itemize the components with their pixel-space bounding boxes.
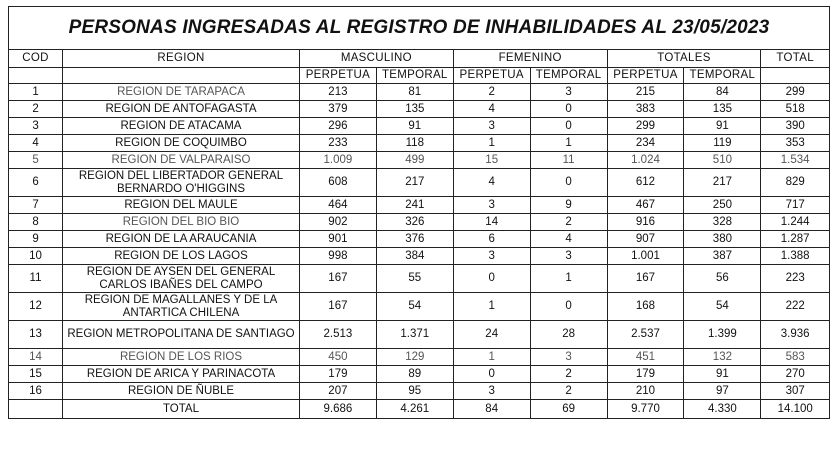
cell-masculino-perpetua: 207	[299, 383, 376, 400]
cell-cod: 10	[9, 248, 63, 265]
cell-masculino-perpetua: 464	[299, 197, 376, 214]
table-row	[9, 169, 830, 197]
cell-region: REGION DE ANTOFAGASTA	[63, 101, 300, 118]
cell-totales-temporal: 97	[684, 383, 761, 400]
cell-total: 717	[761, 197, 830, 214]
grand-total: 14.100	[761, 400, 830, 419]
cell-cod: 4	[9, 135, 63, 152]
header-region: REGION	[63, 50, 300, 68]
cell-totales-perpetua: 1.001	[607, 248, 684, 265]
cell-masculino-temporal: 91	[376, 118, 453, 135]
cell-totales-perpetua: 451	[607, 349, 684, 366]
cell-region: REGION DE MAGALLANES Y DE LA ANTARTICA CHILENA	[63, 293, 300, 321]
header-cod: COD	[9, 50, 63, 68]
cell-masculino-perpetua: 213	[299, 84, 376, 101]
registry-sheet	[8, 6, 830, 419]
cell-totales-perpetua: 168	[607, 293, 684, 321]
cell-femenino-temporal: 0	[530, 169, 607, 197]
cell-cod-blank	[9, 400, 63, 419]
cell-totales-perpetua: 215	[607, 84, 684, 101]
cell-masculino-temporal: 499	[376, 152, 453, 169]
cell-femenino-temporal: 1	[530, 135, 607, 152]
table-row	[9, 152, 830, 169]
cell-cod: 11	[9, 265, 63, 293]
cell-masculino-temporal: 241	[376, 197, 453, 214]
cell-total: 222	[761, 293, 830, 321]
cell-totales-perpetua: 612	[607, 169, 684, 197]
total-totales-perpetua: 9.770	[607, 400, 684, 419]
table-row	[9, 321, 830, 349]
header-row-main	[9, 50, 830, 68]
cell-totales-temporal: 217	[684, 169, 761, 197]
cell-masculino-perpetua: 167	[299, 293, 376, 321]
cell-total: 1.244	[761, 214, 830, 231]
cell-femenino-perpetua: 24	[453, 321, 530, 349]
cell-region: REGION DE ÑUBLE	[63, 383, 300, 400]
cell-femenino-temporal: 0	[530, 118, 607, 135]
cell-region: REGION METROPOLITANA DE SANTIAGO	[63, 321, 300, 349]
cell-cod: 7	[9, 197, 63, 214]
cell-masculino-temporal: 95	[376, 383, 453, 400]
cell-femenino-temporal: 2	[530, 366, 607, 383]
cell-cod: 16	[9, 383, 63, 400]
cell-region: REGION DE COQUIMBO	[63, 135, 300, 152]
header-masculino-perpetua: PERPETUA	[299, 68, 376, 84]
table-row	[9, 84, 830, 101]
document-title: PERSONAS INGRESADAS AL REGISTRO DE INHABILIDADES AL 23/05/2023	[8, 6, 830, 49]
header-total-blank	[761, 68, 830, 84]
cell-femenino-temporal: 11	[530, 152, 607, 169]
cell-femenino-perpetua: 3	[453, 248, 530, 265]
cell-total: 829	[761, 169, 830, 197]
cell-total: 270	[761, 366, 830, 383]
cell-cod: 8	[9, 214, 63, 231]
table-row	[9, 383, 830, 400]
cell-masculino-perpetua: 167	[299, 265, 376, 293]
cell-totales-perpetua: 167	[607, 265, 684, 293]
cell-femenino-perpetua: 6	[453, 231, 530, 248]
header-masculino-temporal: TEMPORAL	[376, 68, 453, 84]
cell-totales-perpetua: 916	[607, 214, 684, 231]
cell-region: REGION DE LOS RIOS	[63, 349, 300, 366]
cell-region: REGION DE VALPARAISO	[63, 152, 300, 169]
cell-masculino-perpetua: 608	[299, 169, 376, 197]
total-totales-temporal: 4.330	[684, 400, 761, 419]
cell-totales-temporal: 84	[684, 84, 761, 101]
total-femenino-temporal: 69	[530, 400, 607, 419]
header-femenino: FEMENINO	[453, 50, 607, 68]
cell-masculino-temporal: 118	[376, 135, 453, 152]
cell-totales-temporal: 328	[684, 214, 761, 231]
header-totales: TOTALES	[607, 50, 761, 68]
cell-cod: 12	[9, 293, 63, 321]
cell-totales-perpetua: 234	[607, 135, 684, 152]
cell-total: 390	[761, 118, 830, 135]
header-totales-temporal: TEMPORAL	[684, 68, 761, 84]
cell-totales-temporal: 119	[684, 135, 761, 152]
cell-total: 583	[761, 349, 830, 366]
cell-masculino-perpetua: 998	[299, 248, 376, 265]
cell-masculino-perpetua: 2.513	[299, 321, 376, 349]
total-femenino-perpetua: 84	[453, 400, 530, 419]
cell-masculino-temporal: 81	[376, 84, 453, 101]
header-totales-perpetua: PERPETUA	[607, 68, 684, 84]
cell-total: 299	[761, 84, 830, 101]
cell-masculino-perpetua: 1.009	[299, 152, 376, 169]
cell-cod: 6	[9, 169, 63, 197]
table-row	[9, 349, 830, 366]
cell-femenino-perpetua: 1	[453, 135, 530, 152]
header-masculino: MASCULINO	[299, 50, 453, 68]
cell-totales-temporal: 250	[684, 197, 761, 214]
header-total: TOTAL	[761, 50, 830, 68]
cell-cod: 9	[9, 231, 63, 248]
cell-totales-temporal: 132	[684, 349, 761, 366]
cell-femenino-temporal: 4	[530, 231, 607, 248]
cell-femenino-perpetua: 3	[453, 197, 530, 214]
table-row	[9, 265, 830, 293]
cell-total: 1.287	[761, 231, 830, 248]
table-row	[9, 231, 830, 248]
registry-table	[8, 49, 830, 419]
header-region-blank	[63, 68, 300, 84]
cell-totales-temporal: 91	[684, 118, 761, 135]
cell-femenino-perpetua: 4	[453, 169, 530, 197]
cell-totales-temporal: 56	[684, 265, 761, 293]
cell-femenino-temporal: 2	[530, 383, 607, 400]
cell-totales-temporal: 135	[684, 101, 761, 118]
cell-region: REGION DE ARICA Y PARINACOTA	[63, 366, 300, 383]
table-row	[9, 214, 830, 231]
cell-cod: 1	[9, 84, 63, 101]
cell-cod: 13	[9, 321, 63, 349]
cell-totales-perpetua: 383	[607, 101, 684, 118]
cell-total: 1.534	[761, 152, 830, 169]
table-row	[9, 101, 830, 118]
cell-region: REGION DEL LIBERTADOR GENERAL BERNARDO O'HIGGINS	[63, 169, 300, 197]
cell-totales-perpetua: 179	[607, 366, 684, 383]
cell-totales-temporal: 54	[684, 293, 761, 321]
cell-total: 1.388	[761, 248, 830, 265]
cell-region: REGION DE TARAPACA	[63, 84, 300, 101]
cell-femenino-perpetua: 1	[453, 293, 530, 321]
header-row-sub	[9, 68, 830, 84]
total-masculino-perpetua: 9.686	[299, 400, 376, 419]
header-femenino-temporal: TEMPORAL	[530, 68, 607, 84]
cell-femenino-temporal: 0	[530, 293, 607, 321]
cell-femenino-perpetua: 15	[453, 152, 530, 169]
cell-masculino-perpetua: 901	[299, 231, 376, 248]
cell-totales-temporal: 91	[684, 366, 761, 383]
cell-total: 518	[761, 101, 830, 118]
cell-femenino-perpetua: 14	[453, 214, 530, 231]
cell-femenino-perpetua: 4	[453, 101, 530, 118]
cell-total: 3.936	[761, 321, 830, 349]
cell-femenino-temporal: 2	[530, 214, 607, 231]
cell-masculino-perpetua: 450	[299, 349, 376, 366]
cell-femenino-temporal: 3	[530, 349, 607, 366]
header-femenino-perpetua: PERPETUA	[453, 68, 530, 84]
cell-femenino-temporal: 28	[530, 321, 607, 349]
cell-masculino-perpetua: 179	[299, 366, 376, 383]
cell-femenino-temporal: 9	[530, 197, 607, 214]
cell-cod: 15	[9, 366, 63, 383]
cell-femenino-perpetua: 3	[453, 383, 530, 400]
cell-femenino-perpetua: 1	[453, 349, 530, 366]
cell-masculino-temporal: 135	[376, 101, 453, 118]
cell-masculino-temporal: 217	[376, 169, 453, 197]
cell-masculino-temporal: 55	[376, 265, 453, 293]
cell-femenino-temporal: 0	[530, 101, 607, 118]
cell-totales-temporal: 380	[684, 231, 761, 248]
cell-masculino-temporal: 129	[376, 349, 453, 366]
table-row	[9, 197, 830, 214]
cell-region: REGION DEL MAULE	[63, 197, 300, 214]
cell-totales-perpetua: 907	[607, 231, 684, 248]
cell-totales-perpetua: 467	[607, 197, 684, 214]
cell-masculino-perpetua: 296	[299, 118, 376, 135]
cell-region: REGION DEL BIO BIO	[63, 214, 300, 231]
cell-region: REGION DE ATACAMA	[63, 118, 300, 135]
cell-cod: 5	[9, 152, 63, 169]
table-row	[9, 248, 830, 265]
cell-masculino-temporal: 376	[376, 231, 453, 248]
totals-label: TOTAL	[63, 400, 300, 419]
cell-femenino-perpetua: 0	[453, 366, 530, 383]
cell-femenino-temporal: 3	[530, 248, 607, 265]
cell-masculino-perpetua: 379	[299, 101, 376, 118]
cell-totales-temporal: 510	[684, 152, 761, 169]
cell-region: REGION DE AYSEN DEL GENERAL CARLOS IBAÑES DEL CAMPO	[63, 265, 300, 293]
cell-femenino-perpetua: 0	[453, 265, 530, 293]
cell-cod: 14	[9, 349, 63, 366]
cell-total: 223	[761, 265, 830, 293]
cell-totales-perpetua: 2.537	[607, 321, 684, 349]
total-masculino-temporal: 4.261	[376, 400, 453, 419]
cell-femenino-temporal: 3	[530, 84, 607, 101]
cell-masculino-temporal: 1.371	[376, 321, 453, 349]
table-row	[9, 293, 830, 321]
table-row	[9, 118, 830, 135]
cell-totales-temporal: 387	[684, 248, 761, 265]
table-row	[9, 135, 830, 152]
cell-masculino-perpetua: 233	[299, 135, 376, 152]
cell-cod: 3	[9, 118, 63, 135]
cell-totales-perpetua: 1.024	[607, 152, 684, 169]
cell-femenino-temporal: 1	[530, 265, 607, 293]
cell-region: REGION DE LA ARAUCANIA	[63, 231, 300, 248]
cell-total: 307	[761, 383, 830, 400]
cell-masculino-perpetua: 902	[299, 214, 376, 231]
cell-totales-perpetua: 210	[607, 383, 684, 400]
cell-totales-temporal: 1.399	[684, 321, 761, 349]
cell-femenino-perpetua: 3	[453, 118, 530, 135]
cell-masculino-temporal: 89	[376, 366, 453, 383]
cell-masculino-temporal: 54	[376, 293, 453, 321]
cell-masculino-temporal: 326	[376, 214, 453, 231]
totals-row	[9, 400, 830, 419]
cell-femenino-perpetua: 2	[453, 84, 530, 101]
cell-total: 353	[761, 135, 830, 152]
cell-cod: 2	[9, 101, 63, 118]
cell-region: REGION DE LOS LAGOS	[63, 248, 300, 265]
header-cod-blank	[9, 68, 63, 84]
table-row	[9, 366, 830, 383]
cell-totales-perpetua: 299	[607, 118, 684, 135]
cell-masculino-temporal: 384	[376, 248, 453, 265]
